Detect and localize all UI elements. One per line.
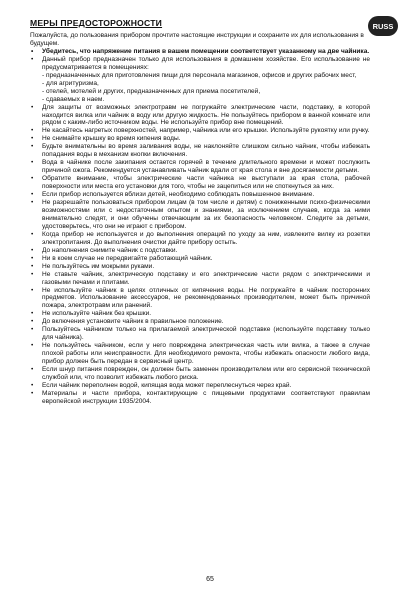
list-item <box>30 382 370 390</box>
list-item <box>30 390 370 406</box>
list-item <box>30 48 370 56</box>
list-item-text: Если шнур питания поврежден, он должен быть заменен производителем или его сервисной технической службой или, что позволит избежать любого риска. <box>42 366 370 381</box>
list-item <box>30 56 370 104</box>
list-item <box>30 287 370 311</box>
list-item-text: Вода в чайнике после закипания остается горячей в течение длительного времени и может послужить причиной ожога. Рекомендуется устанавливать чайник вдали от края стола и вне досягаемости детьми. <box>42 159 370 175</box>
list-item <box>30 263 370 271</box>
list-item-text: Когда прибор не используется и до выполнения операций по уходу за ним, извлеките вилку из розетки электропитания. До выполнения очистки дайте прибору остыть. <box>42 230 370 246</box>
list-item-text: Пользуйтесь чайником только на прилагаемой электрической подставке (используйте подставку только для чайника). <box>42 326 370 342</box>
list-item-text: Не используйте чайник без крышки. <box>42 310 152 318</box>
list-item-text: Не используйте чайник в целях отличных от кипячения воды. Не погружайте в чайник посторонних предметов. Использование аксессуаров, не рекомендованных производителем, может быть причиной пожара, электротравм или ранений. <box>42 286 370 310</box>
list-subitem: - отелей, мотелей и других, предназначенных для приема посетителей, <box>42 87 261 95</box>
list-item-text: Убедитесь, что напряжение питания в вашем помещении соответствует указанному на две чайника. <box>42 47 370 55</box>
list-item-text: Не пользуйтесь им мокрыми руками. <box>42 262 155 270</box>
list-item-text: Будьте внимательны во время заливания воды, не наклоняйте слишком сильно чайник, чтобы избежать попадания воды в механизм кнопки включения. <box>42 143 370 159</box>
list-item <box>30 342 370 366</box>
precautions-list <box>30 48 370 406</box>
list-item <box>30 191 370 199</box>
list-item-text: Не разрешайте пользоваться прибором лицам (в том числе и детям) с пониженными психо-физическими возможностями или с недостаточным опытом и знаниями, за исключением случаев, когда за ними внимательно следят, и они обучены отвечающим за их безопасность человеком. Следите за детьми, удостоверьтесь, что они не играют с прибором. <box>42 199 370 230</box>
list-item <box>30 247 370 255</box>
list-item-text: Ни в коем случае не передвигайте работающий чайник. <box>42 254 213 262</box>
list-subitem: - для агритуризма, <box>42 79 99 87</box>
list-item <box>30 326 370 342</box>
language-badge: RUSS <box>368 16 398 36</box>
list-item-text: Не касайтесь нагретых поверхностей, например, чайника или его крышки. Используйте рукоятку или ручку. <box>42 127 370 135</box>
list-item <box>30 255 370 263</box>
list-item <box>30 175 370 191</box>
list-item <box>30 143 370 159</box>
list-item-text: До включения установите чайник в правильное положение. <box>42 318 224 326</box>
list-item-text: Данный прибор предназначен только для использования в домашнем хозяйстве. Его использование не предусматривается в помещениях: <box>42 55 370 71</box>
list-item-text: Материалы и части прибора, контактирующие с пищевыми продуктами соответствуют правилам европейской инструкции 1935/2004. <box>42 389 370 405</box>
list-item <box>30 104 370 128</box>
list-item <box>30 199 370 231</box>
list-item-text: Если чайник переполнен водой, кипящая вода может переплеснуться через край. <box>42 381 292 389</box>
page-number: 65 <box>206 576 214 583</box>
list-item-text: Не снимайте крышку во время кипения воды. <box>42 135 181 143</box>
list-item <box>30 159 370 175</box>
list-item-text: Не ставьте чайник, электрическую подставку и его электрические части рядом с электрическими и газовыми печами и плитами. <box>42 270 370 286</box>
list-item <box>30 231 370 247</box>
list-item-text: До наполнения снимите чайник с подставки. <box>42 246 178 254</box>
header <box>30 16 394 32</box>
list-item-text: Если прибор используется вблизи детей, необходимо соблюдать повышенное внимание. <box>42 191 315 199</box>
section-title: МЕРЫ ПРЕДОСТОРОЖНОСТИ <box>30 18 163 28</box>
list-item-text: Не пользуйтесь чайником, если у него повреждена электрическая часть или вилка, а также в случае плохой работы или неисправности. Для необходимого ремонта, чтобы избежать опасности любого вида, прибор должен быть передан в сервисный центр. <box>42 342 370 366</box>
list-item <box>30 271 370 287</box>
list-subitem: - предназначенных для приготовления пищи для персонала магазинов, офисов и других рабочих мест, <box>42 71 357 79</box>
list-item-text: Обратите внимание, чтобы электрические части чайника не выступали за края стола, рабочей поверхности или места его установки для того, чтобы не зацепиться или не споткнуться за них. <box>42 175 370 191</box>
list-item-text: Для защиты от возможных электротравм не погружайте электрические части, подставку, в которой находится вилка или чайник в воду или другую жидкость. Не пользуйтесь прибором в ванной комнате или рядом с каким-либо источником воды. Не используйте прибор вне помещений. <box>42 103 370 127</box>
list-item <box>30 366 370 382</box>
intro-text: Пожалуйста, до пользования прибором прочтите настоящие инструкции и сохраните их для использования в будущем. <box>30 32 364 47</box>
list-subitem: - сдаваемых в наем. <box>42 95 105 103</box>
manual-page <box>30 16 394 406</box>
